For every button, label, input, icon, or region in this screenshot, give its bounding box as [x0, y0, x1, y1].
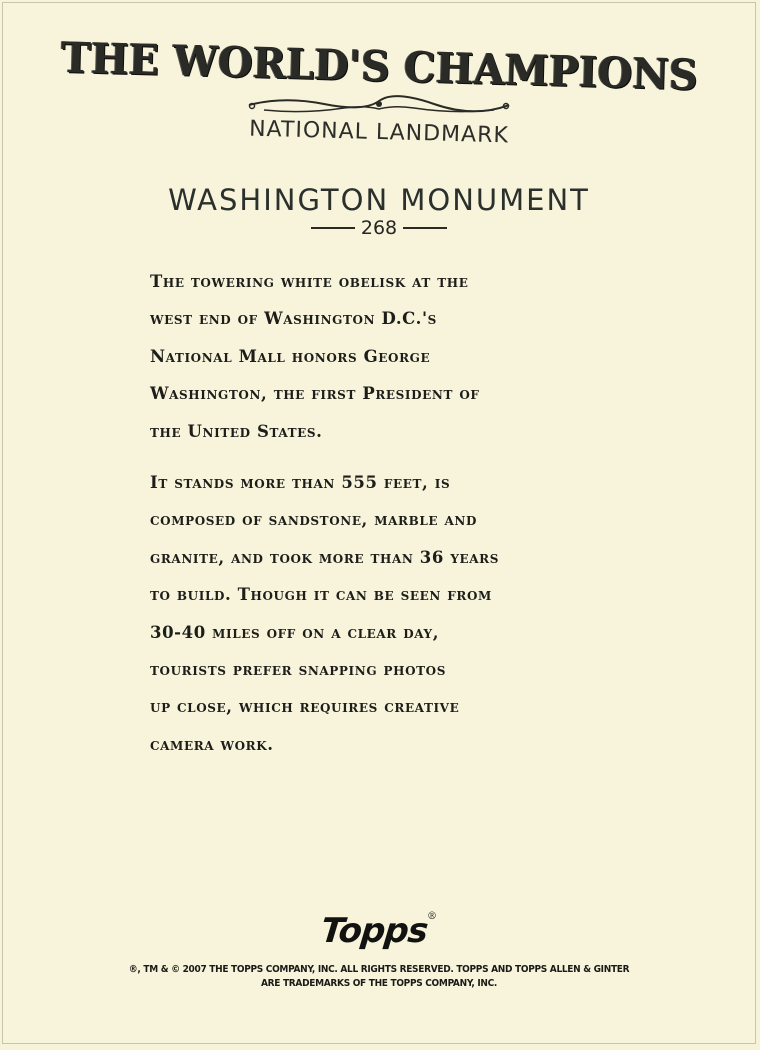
- series-title: THE WORLD'S CHAMPIONS: [60, 33, 698, 100]
- card-category: NATIONAL LANDMARK: [248, 116, 510, 149]
- text-line: tourists prefer snapping photos: [150, 660, 446, 680]
- legal-line-1: ®, TM & © 2007 THE TOPPS COMPANY, INC. ALL RIGHTS RESERVED. TOPPS AND TOPPS ALLEN & GINTER: [128, 964, 630, 975]
- text-line: to build. Though it can be seen from: [150, 585, 492, 605]
- legal-line-2: ARE TRADEMARKS OF THE TOPPS COMPANY, INC.: [260, 978, 498, 989]
- description-paragraph-1: [150, 263, 630, 450]
- registered-mark-icon: ®: [427, 911, 438, 922]
- card-description: [150, 263, 630, 777]
- divider-left: [311, 227, 355, 229]
- text-line: the United States.: [150, 421, 323, 441]
- text-line: composed of sandstone, marble and: [150, 510, 477, 530]
- card-number-row: [3, 217, 755, 239]
- text-line: Washington, the first President of: [150, 384, 480, 404]
- card-header: [3, 33, 755, 149]
- card-number: 268: [360, 217, 398, 239]
- logo-text: Topps: [318, 911, 430, 951]
- scroll-ornament-icon: [244, 92, 514, 118]
- card-name: WASHINGTON MONUMENT: [168, 183, 590, 217]
- text-line: It stands more than 555 feet, is: [150, 473, 451, 493]
- text-line: 30-40 miles off on a clear day,: [150, 622, 440, 642]
- text-line: The towering white obelisk at the: [150, 272, 469, 291]
- topps-logo: [3, 911, 755, 951]
- legal-notice: [3, 963, 755, 991]
- text-line: National Mall honors George: [150, 346, 431, 366]
- trading-card-back: [2, 2, 756, 1044]
- divider-right: [403, 227, 447, 229]
- description-paragraph-2: [150, 464, 630, 763]
- text-line: camera work.: [150, 734, 274, 754]
- text-line: up close, which requires creative: [150, 697, 460, 717]
- text-line: granite, and took more than 36 years: [150, 547, 499, 567]
- text-line: west end of Washington D.C.'s: [150, 309, 437, 329]
